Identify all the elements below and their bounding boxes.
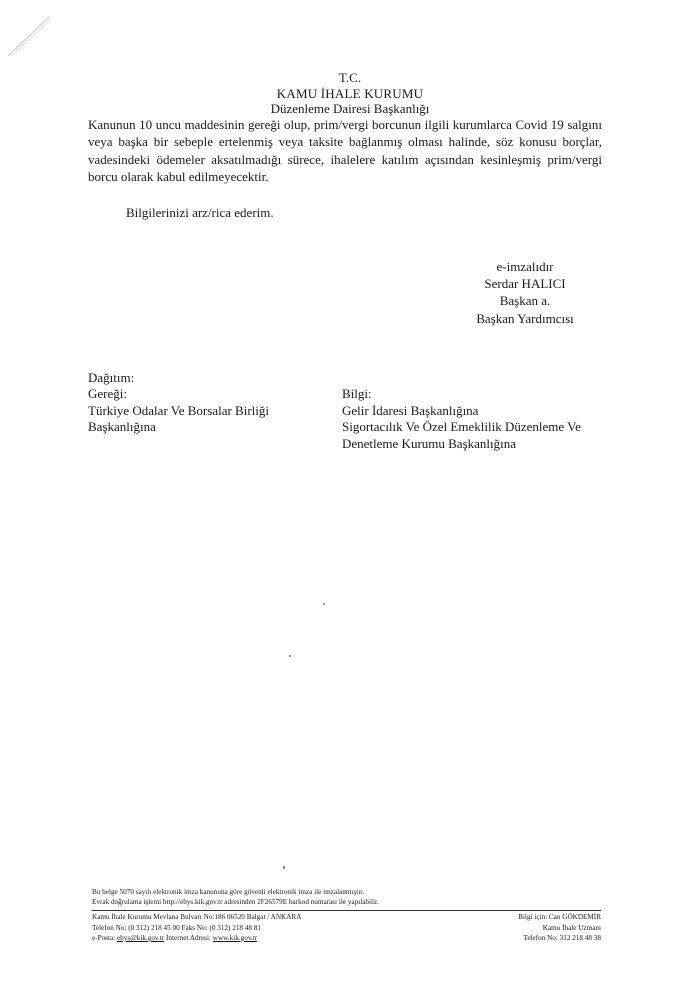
footer-notice <box>92 887 562 907</box>
footer-divider <box>92 910 601 911</box>
signature-e-signed: e-imzalıdır <box>496 259 554 274</box>
scan-speck <box>283 866 285 869</box>
scan-speck <box>323 603 325 605</box>
distribution-action-line: Başkanlığına <box>88 419 156 434</box>
footer-info-person: Bilgi için: Can GÖKDEMİR <box>518 913 601 921</box>
distribution-info-line: Gelir İdaresi Başkanlığına <box>342 402 479 418</box>
header-country: T.C. <box>338 70 362 85</box>
header-organization: KAMU İHALE KURUMU <box>276 86 424 101</box>
footer-phone-fax: Telefon No: (0 312) 218 45 00 Faks No: (0 312) 218 48 81 <box>92 923 261 932</box>
distribution-info-line: Sigortacılık Ve Özel Emeklilik Düzenleme Ve <box>342 419 581 434</box>
distribution-info-label: Bilgi: <box>342 386 372 401</box>
footer-info-contact <box>470 912 601 944</box>
scan-corner-mark <box>6 12 52 58</box>
distribution-info-column <box>342 386 612 452</box>
signature-name: Serdar HALICI <box>484 276 566 292</box>
footer-email-label: e-Posta: <box>92 934 116 942</box>
footer-contact <box>92 912 422 944</box>
signature-block <box>470 258 580 327</box>
closing-sentence: Bilgilerinizi arz/rica ederim. <box>126 205 274 220</box>
footer-web-label: İnternet Adresi: <box>166 934 211 942</box>
footer-verification-note: Evrak doğrulama işlemi http://ebys.kik.gov.tr adresinden 2F26579E barkod numarası ile yapılabilir. <box>92 898 379 906</box>
distribution-info-line: Denetleme Kurumu Başkanlığına <box>342 435 517 451</box>
header-department: Düzenleme Dairesi Başkanlığı <box>270 101 430 116</box>
distribution-title: Dağıtım: <box>88 370 135 385</box>
footer-web-link[interactable]: www.kik.gov.tr <box>212 934 258 942</box>
signature-title: Başkan Yardımcısı <box>476 310 574 326</box>
footer-esign-note: Bu belge 5070 sayılı elektronik imza kanununa göre güvenli elektronik imza ile imzalanmıştır. <box>92 888 365 896</box>
footer-info-phone: Telefon No: 312 218 48 38 <box>523 934 601 942</box>
footer-email-link[interactable]: ebys@kik.gov.tr <box>116 934 165 942</box>
distribution-action-label: Gereği: <box>88 386 127 401</box>
scan-speck <box>289 655 291 657</box>
signature-role: Başkan a. <box>499 293 551 309</box>
distribution-action-column <box>88 386 328 436</box>
body-paragraph: Kanunun 10 uncu maddesinin gereği olup, prim/vergi borcunun ilgili kurumlarca Covid 19 salgını veya başka bir sebeple ertelenmiş veya taksite bağlanmış olması halinde, söz konusu borçlar, vadesindeki ödemeler aksatılmadığı sürece, ihalelere katılım açısından kesinleşmiş prim/vergi borcu olarak kabul edilmeyecektir. <box>88 117 602 184</box>
distribution-action-line: Türkiye Odalar Ve Borsalar Birliği <box>88 402 269 418</box>
footer-info-title: Kamu İhale Uzmanı <box>542 923 601 932</box>
footer-online <box>92 933 422 944</box>
footer-address: Kamu İhale Kurumu Mevlana Bulvarı No:186 06520 Balgat / ANKARA <box>92 913 302 921</box>
